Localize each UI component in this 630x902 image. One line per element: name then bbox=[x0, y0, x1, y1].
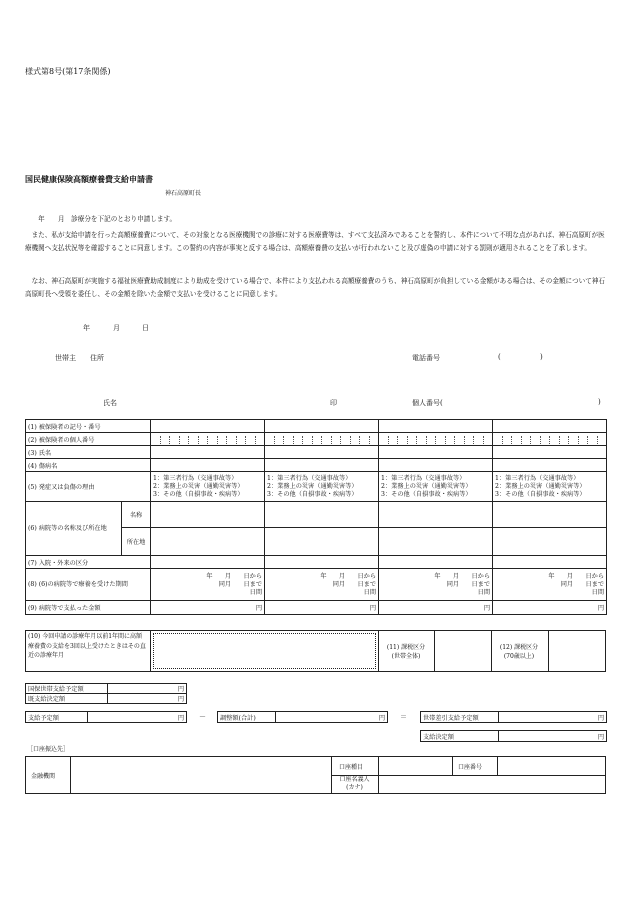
personal-number-close: ) bbox=[598, 398, 601, 406]
cell-amount-4[interactable]: 円 bbox=[493, 601, 607, 615]
decided-label: 支給決定額 bbox=[421, 731, 499, 742]
cell-hospital-location-2[interactable] bbox=[265, 528, 379, 556]
recent-benefit-input[interactable] bbox=[153, 633, 376, 669]
paid-decided-input[interactable]: 円 bbox=[108, 694, 187, 704]
date-day: 日 bbox=[142, 324, 149, 332]
net-scheduled-table bbox=[420, 711, 607, 723]
decided-input[interactable]: 円 bbox=[499, 731, 607, 742]
cell-cause-2[interactable]: 1：第三者行為（交通事故等） 2：業務上の災害（通勤災害等） 3：その他（自損事故・疾病等） bbox=[265, 472, 379, 502]
bank-heading: ［口座振込先］ bbox=[27, 746, 70, 753]
account-type-label: 口座種目 bbox=[339, 764, 364, 771]
account-number-label: 口座番号 bbox=[458, 764, 483, 771]
cell-illness-3[interactable] bbox=[379, 459, 493, 472]
scheduled-table bbox=[25, 711, 187, 723]
name-label: 氏名 bbox=[103, 399, 117, 407]
cell-cause-4[interactable]: 1：第三者行為（交通事故等） 2：業務上の災害（通勤災害等） 3：その他（自損事故・疾病等） bbox=[493, 472, 607, 502]
scheduled-label: 支給予定額 bbox=[26, 712, 88, 723]
cell-cause-1[interactable]: 1：第三者行為（交通事故等） 2：業務上の災害（通勤災害等） 3：その他（自損事故・疾病等） bbox=[151, 472, 265, 502]
divider bbox=[434, 630, 435, 672]
row-hospital: (6) 病院等の名称及び所在地 bbox=[26, 502, 122, 556]
cell-hospital-name-4[interactable] bbox=[493, 502, 607, 528]
divider bbox=[452, 756, 453, 775]
adjustment-table bbox=[217, 711, 388, 723]
cell-hospital-name-3[interactable] bbox=[379, 502, 493, 528]
paragraph-intro: 年 月 診療分を下記のとおり申請します。 bbox=[25, 215, 177, 223]
paragraph-pledge: また、私が支給申請を行った高額療養費について、その対象となる医療機関での診療に対する医療費等は、すべて支払済みであることを誓約し、本件について不明な点があれば、神石高原町が医療機関へ支払状況等を確認することに同意します。この誓約の内容が事実と反する場合は、高額療養費の支払いが行われないこと及び虚偽の申請に対する罰則が適用されることを了承します。 bbox=[25, 231, 605, 252]
phone-open: ( bbox=[498, 353, 501, 361]
cell-hospital-location-1[interactable] bbox=[151, 528, 265, 556]
row-insured-number: (1) 被保険者の記号・番号 bbox=[26, 420, 151, 433]
net-scheduled-input[interactable]: 円 bbox=[499, 712, 607, 723]
row-treatment-period: (8) (6)の病院等で療養を受けた期間 bbox=[26, 569, 151, 601]
tax-class-elderly-label: (12) 課税区分 (70歳以上) bbox=[499, 644, 539, 660]
tax-class-household-input[interactable] bbox=[436, 633, 488, 669]
cell-hospital-name-2[interactable] bbox=[265, 502, 379, 528]
cell-insured-number-3[interactable] bbox=[379, 420, 493, 433]
bank-institution-input[interactable] bbox=[71, 757, 330, 793]
cell-insured-number-1[interactable] bbox=[151, 420, 265, 433]
cell-period-2[interactable]: 年 月 日から 同月 日まで 日間 bbox=[265, 569, 379, 601]
phone-close: ) bbox=[540, 353, 543, 361]
cell-personal-number-3[interactable] bbox=[379, 433, 493, 446]
cell-hospital-name-1[interactable] bbox=[151, 502, 265, 528]
decided-table bbox=[420, 730, 607, 742]
form-number: 様式第8号(第17条関係) bbox=[25, 67, 111, 76]
row-visit-type: (7) 入院・外来の区分 bbox=[26, 556, 151, 569]
cell-insured-number-4[interactable] bbox=[493, 420, 607, 433]
cell-period-3[interactable]: 年 月 日から 同月 日まで 日間 bbox=[379, 569, 493, 601]
cell-name-1[interactable] bbox=[151, 446, 265, 459]
scheduled-household-input[interactable]: 円 bbox=[108, 684, 187, 694]
account-number-input[interactable] bbox=[498, 757, 605, 774]
row-amount-paid: (9) 病院等で支払った金額 bbox=[26, 601, 151, 615]
equals-sign: ＝ bbox=[400, 713, 407, 721]
cell-period-4[interactable]: 年 月 日から 同月 日まで 日間 bbox=[493, 569, 607, 601]
net-scheduled-label: 世帯差引支給予定額 bbox=[421, 712, 499, 723]
cell-visit-type-4[interactable] bbox=[493, 556, 607, 569]
date-year: 年 bbox=[83, 324, 90, 332]
row-cause: (5) 発症又は負傷の理由 bbox=[26, 472, 151, 502]
cell-hospital-location-4[interactable] bbox=[493, 528, 607, 556]
row-insured-personal-number: (2) 被保険者の個人番号 bbox=[26, 433, 151, 446]
paid-decided-label: 既支給決定額 bbox=[26, 694, 108, 704]
cell-illness-2[interactable] bbox=[265, 459, 379, 472]
account-holder-input[interactable] bbox=[379, 776, 605, 793]
form-title: 国民健康保険高額療養費支給申請書 bbox=[25, 174, 153, 184]
household-payment-table bbox=[25, 683, 187, 704]
account-holder-label: 口座名義人 (カナ) bbox=[339, 776, 370, 791]
claim-table bbox=[25, 419, 607, 615]
cell-illness-1[interactable] bbox=[151, 459, 265, 472]
tax-class-elderly-input[interactable] bbox=[550, 633, 604, 669]
row-hospital-location: 所在地 bbox=[122, 528, 151, 556]
phone-label: 電話番号 bbox=[412, 354, 440, 362]
recent-benefit-label: (10) 今回申請の診療年月以前1年間に高額療養費の支給を3回以上受けたときはその直近の診療年月 bbox=[28, 633, 146, 659]
minus-sign: － bbox=[199, 713, 206, 721]
cell-hospital-location-3[interactable] bbox=[379, 528, 493, 556]
divider bbox=[378, 630, 379, 672]
cell-name-4[interactable] bbox=[493, 446, 607, 459]
adjustment-input[interactable]: 円 bbox=[276, 712, 388, 723]
cell-visit-type-3[interactable] bbox=[379, 556, 493, 569]
cell-visit-type-2[interactable] bbox=[265, 556, 379, 569]
cell-name-2[interactable] bbox=[265, 446, 379, 459]
cell-cause-3[interactable]: 1：第三者行為（交通事故等） 2：業務上の災害（通勤災害等） 3：その他（自損事故・疾病等） bbox=[379, 472, 493, 502]
date-month: 月 bbox=[113, 324, 120, 332]
cell-name-3[interactable] bbox=[379, 446, 493, 459]
seal-mark: 印 bbox=[330, 399, 337, 407]
adjustment-label: 調整額(合計) bbox=[218, 712, 276, 723]
account-type-input[interactable] bbox=[379, 757, 451, 774]
divider bbox=[491, 630, 492, 672]
cell-insured-number-2[interactable] bbox=[265, 420, 379, 433]
scheduled-household-label: 国保世帯支給予定額 bbox=[26, 684, 108, 694]
divider bbox=[150, 630, 151, 672]
cell-personal-number-1[interactable] bbox=[151, 433, 265, 446]
address-label: 住所 bbox=[90, 354, 104, 362]
cell-visit-type-1[interactable] bbox=[151, 556, 265, 569]
row-illness: (4) 傷病名 bbox=[26, 459, 151, 472]
scheduled-input[interactable]: 円 bbox=[88, 712, 187, 723]
divider bbox=[548, 630, 549, 672]
personal-number-label: 個人番号( bbox=[412, 399, 443, 407]
cell-period-1[interactable]: 年 月 日から 同月 日まで 日間 bbox=[151, 569, 265, 601]
tax-class-household-label: (11) 課税区分 (世帯全体) bbox=[386, 644, 426, 660]
cell-personal-number-4[interactable] bbox=[493, 433, 607, 446]
addressee: 神石高原町長 bbox=[165, 190, 202, 197]
cell-personal-number-2[interactable] bbox=[265, 433, 379, 446]
cell-amount-1[interactable]: 円 bbox=[151, 601, 265, 615]
cell-amount-2[interactable]: 円 bbox=[265, 601, 379, 615]
cell-illness-4[interactable] bbox=[493, 459, 607, 472]
row-hospital-name: 名称 bbox=[122, 502, 151, 528]
householder-label: 世帯主 bbox=[55, 354, 76, 362]
cell-amount-3[interactable]: 円 bbox=[379, 601, 493, 615]
row-name: (3) 氏名 bbox=[26, 446, 151, 459]
paragraph-delegation: なお、神石高原町が実施する福祉医療費助成制度により助成を受けている場合で、本件により支払われる高額療養費のうち、神石高原町が負担している金額がある場合は、その金額について神石高原町長へ受領を委任し、その金額を除いた金額で支払いを受けることに同意します。 bbox=[25, 277, 605, 298]
bank-institution-label: 金融機関 bbox=[31, 773, 56, 780]
